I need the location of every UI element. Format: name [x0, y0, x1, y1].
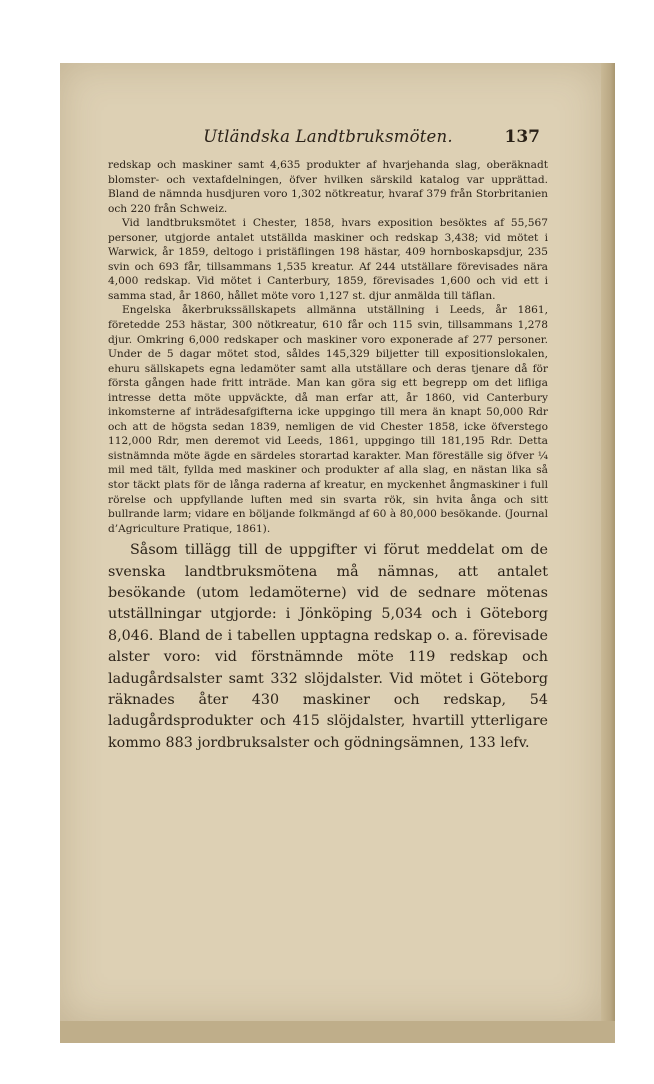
paragraph: Vid landtbruksmötet i Chester, 1858, hvars exposition besöktes af 55,567 personer, utgjorde antalet utställda maskiner och redskap 3,438; vid mötet i Warwick, år 1859, deltogo i pristäflingen 198 hästar, 409 hornboskapsdjur, 235 svin och 693 får, tillsammans 1,535 kreatur. Af 244 utställare förevisades nära 4,000 redskap. Vid mötet i Canterbury, 1859, förevisades 1,600 och vid ett i samma stad, år 1860, hållet möte voro 1,127 st. djur anmälda till täflan.	[108, 217, 548, 302]
paragraph: Såsom tillägg till de uppgifter vi förut meddelat om de svenska landtbruksmötena må nämnas, att antalet besökande (utom ledamöterne) vid de sednare mötenas utställningar utgjorde: i Jönköping 5,034 och i Göteborg 8,046. Bland de i tabellen upptagna redskap o. a. förevisade alster voro: vid förstnämnde möte 119 redskap och ladugårdsalster samt 332 slöjdalster. Vid mötet i Göteborg räknades åter 430 maskiner och redskap, 54 ladugårdsprodukter och 415 slöjdalster, hvartill ytterligare kommo 883 jordbruksalster och gödningsämnen, 133 lefv.	[108, 542, 548, 751]
paragraph: redskap och maskiner samt 4,635 produkter af hvarjehanda slag, oberäknadt blomster- och vextafdelningen, öfver hvilken särskild katalog var upprättad. Bland de nämnda husdjuren voro 1,302 nötkreatur, hvaraf 379 från Storbritanien och 220 från Schweiz.	[108, 159, 548, 215]
page-bottom-edge	[60, 1021, 615, 1043]
page-number: 137	[504, 127, 540, 147]
main-print-section	[108, 540, 548, 754]
paragraph: Engelska åkerbrukssällskapets allmänna utställning i Leeds, år 1861, företedde 253 hästar, 300 nötkreatur, 610 får och 115 svin, tillsammans 1,278 djur. Omkring 6,000 redskaper och maskiner voro exponerade af 277 personer. Under de 5 dagar mötet stod, såldes 145,329 biljetter till expositionslokalen, ehuru sällskapets egna ledamöter samt alla utställare och deras tjenare då för första gången hade fritt inträde. Man kan göra sig ett begrepp om det lifliga intresse detta möte uppväckte, då man erfar att, år 1860, vid Canterbury inkomsterne af inträdesafgifterna icke uppgingo till mera än knapt 50,000 Rdr och att de högsta sedan 1839, nemligen de vid Chester 1858, icke öfverstego 112,000 Rdr, men deremot vid Leeds, 1861, uppgingo till 181,195 Rdr. Detta sistnämnda möte ägde en särdeles storartad karakter. Man föreställe sig öfver ¼ mil med tält, fyllda med maskiner och produkter af alla slag, en nästan lika så stor täckt plats för de långa raderna af kreatur, en myckenhet ångmaskiner i full rörelse och uppfyllande luften med sin svarta rök, sin hvita ånga och sitt bullrande larm; vidare en böljande folkmängd af 60 à 80,000 besökande. (Journal d’Agriculture Pratique, 1861).	[108, 304, 548, 535]
running-header	[108, 124, 548, 150]
running-title: Utländska Landtbruksmöten.	[203, 127, 453, 146]
small-print-section	[108, 158, 548, 536]
page-text-block	[108, 124, 548, 754]
page-edge	[601, 63, 615, 1021]
